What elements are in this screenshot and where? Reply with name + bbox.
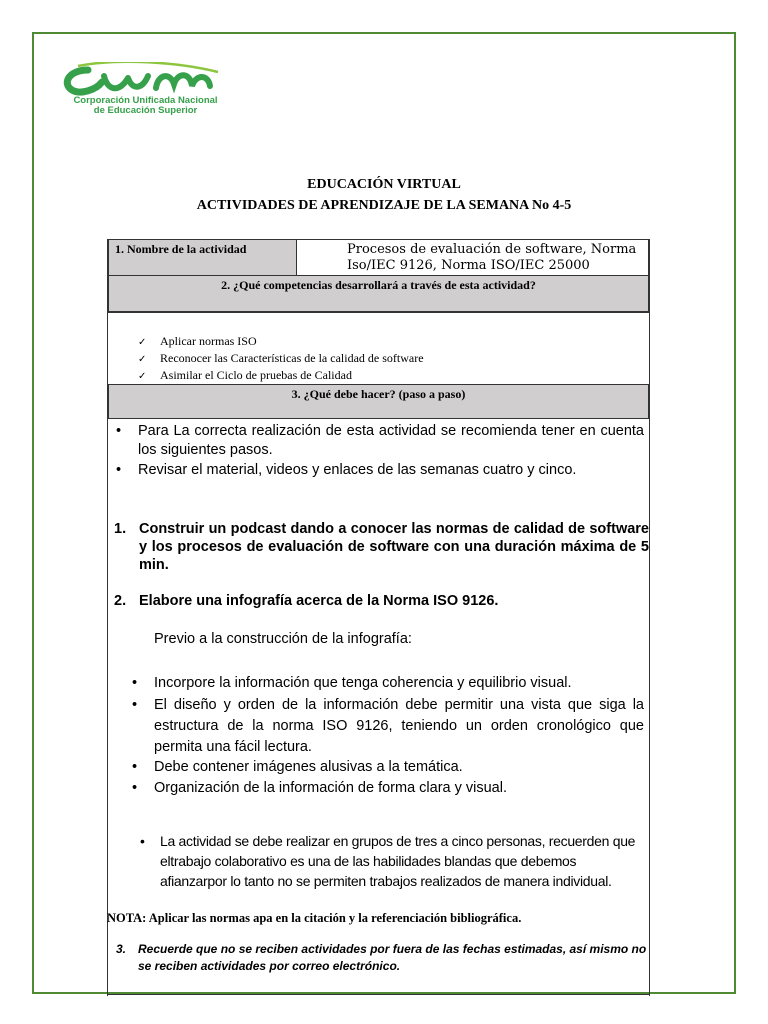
activity-value: Procesos de evaluación de software, Norma Iso/IEC 9126, Norma ISO/IEC 25000 bbox=[297, 239, 649, 276]
list-item: ✓ Reconocer las Características de la calidad de software bbox=[138, 350, 424, 367]
logo-line-1: Corporación Unificada Nacional bbox=[73, 95, 218, 106]
infografia-bullet-4: • Organización de la información de forma clara y visual. bbox=[132, 780, 507, 796]
activity-document bbox=[107, 239, 650, 996]
doc-title-1: EDUCACIÓN VIRTUAL bbox=[307, 177, 461, 192]
infografia-bullet-3: • Debe contener imágenes alusivas a la temática. bbox=[132, 759, 463, 775]
list-item: ✓ Aplicar normas ISO bbox=[138, 333, 424, 350]
competencias-header: 2. ¿Qué competencias desarrollará a través de esta actividad? bbox=[108, 276, 649, 312]
nota-text: NOTA: Aplicar las normas apa en la citación y la referenciación bibliográfica. bbox=[107, 911, 522, 925]
logo-line-2: de Educación Superior bbox=[93, 105, 198, 116]
recuerde-text: 3. Recuerde que no se reciben actividades por fuera de las fechas estimadas, así mismo no se reciben actividades por correo electrónico. bbox=[116, 942, 647, 973]
competencias-list bbox=[138, 333, 424, 384]
previo-text: Previo a la construcción de la infografía: bbox=[154, 631, 412, 647]
grupo-bullet: • La actividad se debe realizar en grupos de tres a cinco personas, recuerden que eltrabajo colaborativo es una de las habilidades blandas que debemos afianzarpor lo tanto no se permiten trabajos realizados de manera individual. bbox=[140, 833, 636, 889]
infografia-bullet-2: • El diseño y orden de la información debe permitir una vista que siga la estructura de la norma ISO 9126, teniendo un orden cronológico que permita una fácil lectura. bbox=[132, 697, 644, 755]
activity-label: 1. Nombre de la actividad bbox=[108, 239, 297, 276]
check-icon: ✓ bbox=[138, 371, 147, 382]
step-1: 1. Construir un podcast dando a conocer las normas de calidad de software y los procesos de evaluación de software con una duración máxima de 5 min. bbox=[114, 521, 649, 573]
check-icon: ✓ bbox=[138, 337, 147, 348]
intro-bullet-1: • Para La correcta realización de esta actividad se recomienda tener en cuenta los siguientes pasos. bbox=[116, 423, 644, 458]
doc-title-2: ACTIVIDADES DE APRENDIZAJE DE LA SEMANA No 4-5 bbox=[196, 198, 572, 213]
activity-row bbox=[108, 239, 649, 276]
pasos-header: 3. ¿Qué debe hacer? (paso a paso) bbox=[108, 384, 649, 419]
table-bottom-border bbox=[107, 994, 650, 995]
step-2: 2. Elabore una infografía acerca de la Norma ISO 9126. bbox=[114, 593, 499, 609]
infografia-bullet-1: • Incorpore la información que tenga coherencia y equilibrio visual. bbox=[132, 675, 572, 691]
logo-text bbox=[58, 96, 233, 116]
intro-bullet-2: • Revisar el material, videos y enlaces de las semanas cuatro y cinco. bbox=[116, 462, 577, 478]
list-item: ✓ Asimilar el Ciclo de pruebas de Calidad bbox=[138, 367, 424, 384]
check-icon: ✓ bbox=[138, 354, 147, 365]
